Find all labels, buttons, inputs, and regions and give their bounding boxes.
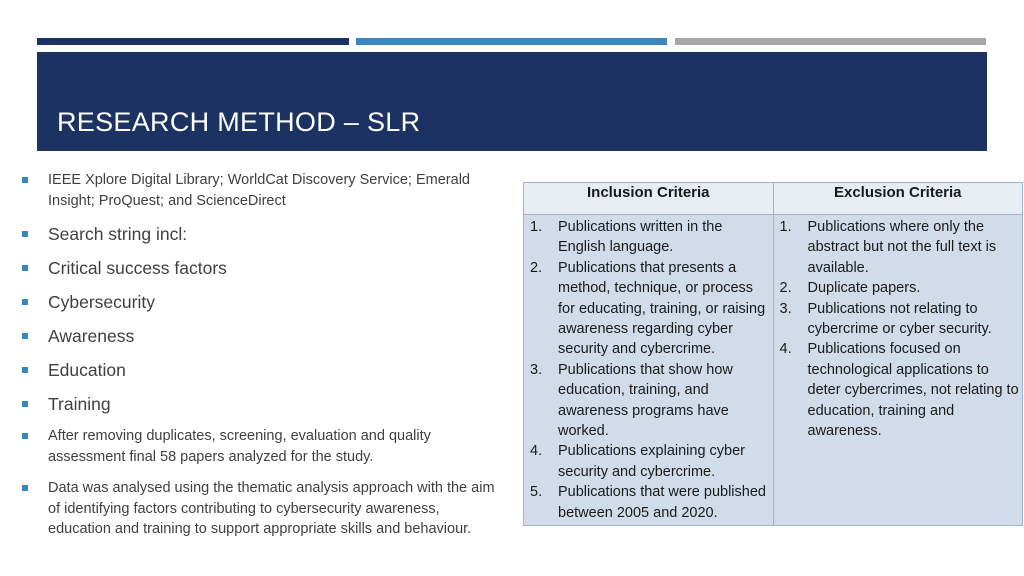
- bullet-item: [22, 291, 502, 313]
- item-number: 5.: [530, 484, 543, 501]
- inclusion-item: [524, 217, 771, 258]
- exclusion-item: [774, 299, 1021, 340]
- square-bullet-icon: [22, 231, 28, 237]
- criteria-table: [523, 182, 1023, 526]
- square-bullet-icon: [22, 177, 28, 183]
- square-bullet-icon: [22, 433, 28, 439]
- item-number: 3.: [530, 361, 543, 378]
- item-number: 2.: [530, 259, 543, 276]
- square-bullet-icon: [22, 265, 28, 271]
- bullet-text: Awareness: [48, 326, 135, 346]
- inclusion-header: Inclusion Criteria: [524, 183, 774, 215]
- bullet-item: [22, 426, 502, 467]
- item-text: Publications focused on technological applications to deter cybercrimes, not relating to education, training and awareness.: [807, 341, 1019, 440]
- title-banner: [37, 52, 987, 151]
- square-bullet-icon: [22, 485, 28, 491]
- item-text: Publications written in the English language.: [558, 219, 723, 256]
- bullet-item: [22, 257, 502, 279]
- accent-stripe-dark: [37, 38, 349, 45]
- bullet-text: Training: [48, 394, 111, 414]
- inclusion-item: [524, 258, 771, 360]
- square-bullet-icon: [22, 333, 28, 339]
- item-text: Publications that show how education, training, and awareness programs have worked.: [558, 361, 733, 440]
- item-text: Duplicate papers.: [807, 280, 921, 297]
- bullet-item: [22, 223, 502, 245]
- inclusion-item: [524, 441, 771, 482]
- item-number: 4.: [530, 443, 543, 460]
- inclusion-list: [524, 217, 771, 523]
- accent-stripe-gray: [675, 38, 986, 45]
- exclusion-list: [774, 217, 1021, 441]
- inclusion-item: [524, 482, 771, 523]
- item-text: Publications not relating to cybercrime or cyber security.: [807, 300, 992, 338]
- inclusion-item: [524, 360, 771, 442]
- item-text: Publications explaining cyber security and cybercrime.: [558, 443, 745, 480]
- exclusion-item: [774, 278, 1021, 298]
- bullet-item: [22, 359, 502, 381]
- item-text: Publications that presents a method, technique, or process for educating, training, or raising awareness regarding cyber security and cybercrime.: [558, 259, 766, 358]
- item-number: 3.: [779, 300, 792, 317]
- bullet-text: Cybersecurity: [48, 292, 155, 312]
- bullet-text: After removing duplicates, screening, evaluation and quality assessment final 58 papers analyzed for the study.: [48, 428, 431, 465]
- item-number: 4.: [779, 341, 792, 358]
- bullet-text: IEEE Xplore Digital Library; WorldCat Discovery Service; Emerald Insight; ProQuest; and ScienceDirect: [48, 172, 470, 209]
- exclusion-header: Exclusion Criteria: [773, 183, 1023, 215]
- item-number: 1.: [530, 219, 543, 235]
- bullet-item: [22, 393, 502, 415]
- square-bullet-icon: [22, 401, 28, 407]
- accent-stripe-blue: [356, 38, 667, 45]
- bullet-item: [22, 325, 502, 347]
- item-text: Publications where only the abstract but not the full text is available.: [807, 219, 997, 276]
- bullet-text: Critical success factors: [48, 258, 227, 278]
- item-number: 2.: [779, 280, 792, 297]
- square-bullet-icon: [22, 367, 28, 373]
- exclusion-cell: [773, 215, 1023, 526]
- bullet-list: [22, 170, 502, 540]
- item-number: 1.: [779, 219, 792, 235]
- exclusion-item: [774, 217, 1021, 278]
- item-text: Publications that were published between 2005 and 2020.: [558, 484, 766, 521]
- bullet-item: [22, 478, 502, 540]
- square-bullet-icon: [22, 299, 28, 305]
- bullet-text: Search string incl:: [48, 224, 188, 244]
- bullet-text: Data was analysed using the thematic analysis approach with the aim of identifying factors contributing to cybersecurity awareness, education and training to support appropriate skills and behaviour.: [48, 480, 495, 537]
- exclusion-item: [774, 339, 1021, 441]
- bullet-text: Education: [48, 360, 126, 380]
- slide-title: RESEARCH METHOD – SLR: [57, 107, 421, 137]
- inclusion-cell: [524, 215, 774, 526]
- bullet-item: [22, 170, 502, 211]
